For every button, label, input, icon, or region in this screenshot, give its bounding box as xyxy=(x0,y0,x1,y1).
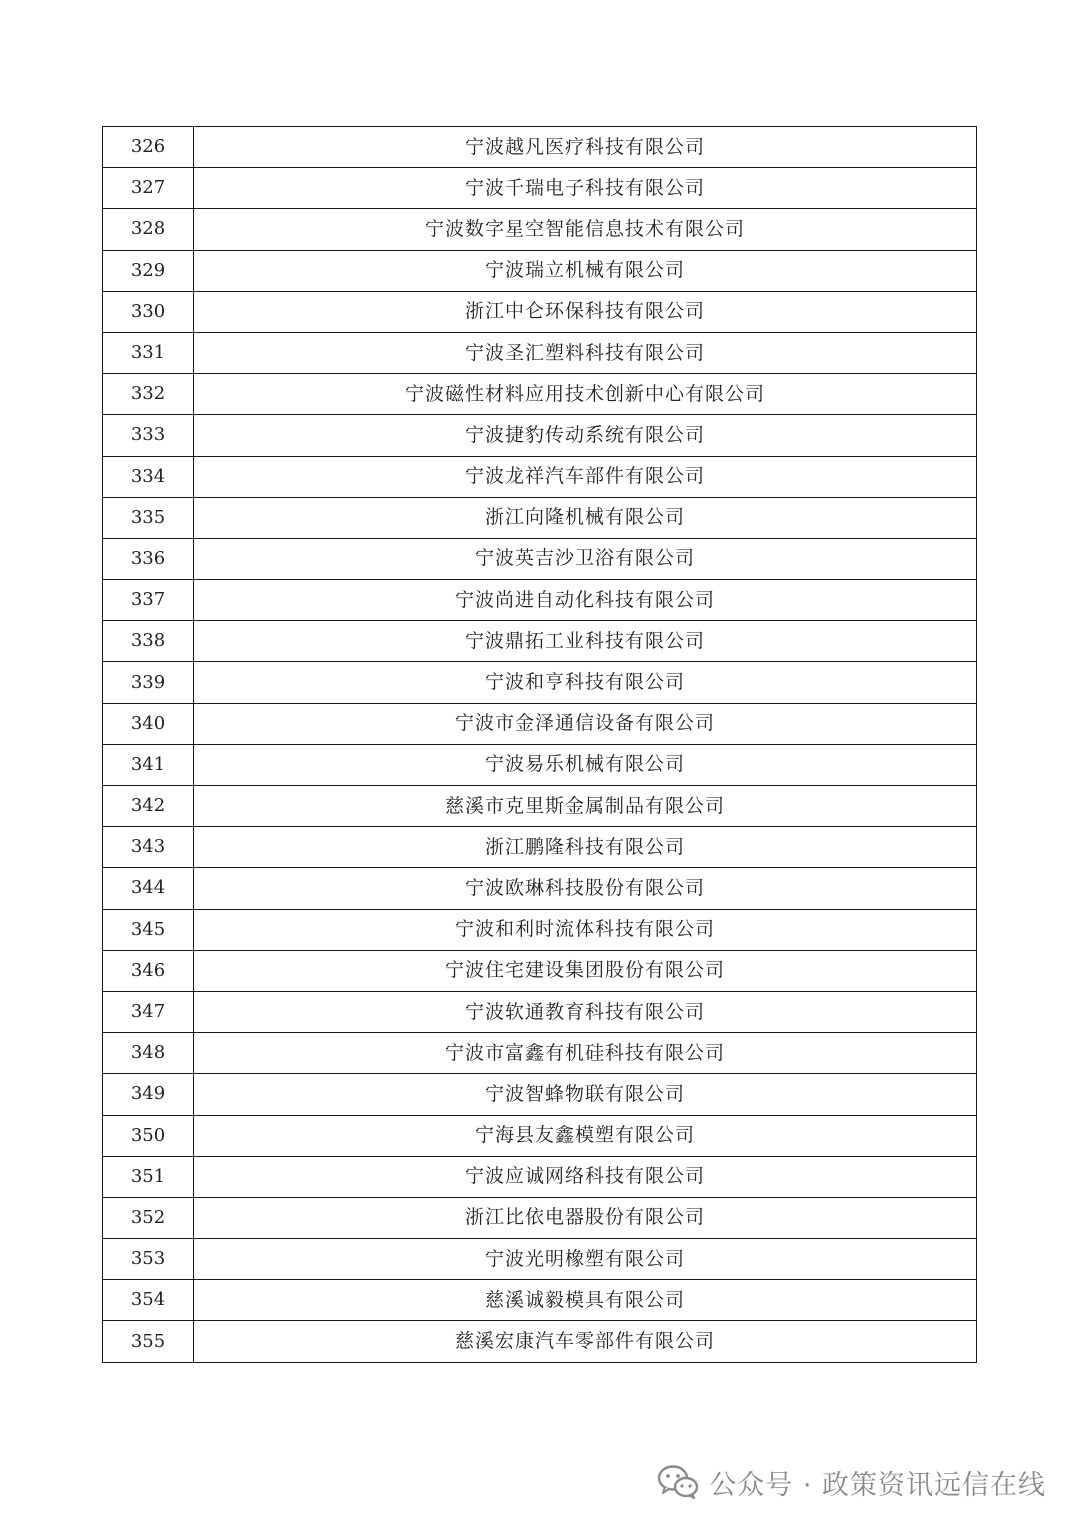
table-row xyxy=(103,291,977,332)
row-number: 339 xyxy=(103,662,194,703)
row-number: 348 xyxy=(103,1033,194,1074)
company-name: 宁波越凡医疗科技有限公司 xyxy=(194,127,977,168)
table-row xyxy=(103,127,977,168)
row-number: 328 xyxy=(103,209,194,250)
table-row xyxy=(103,538,977,579)
row-number: 334 xyxy=(103,456,194,497)
company-name: 浙江比依电器股份有限公司 xyxy=(194,1197,977,1238)
table-row xyxy=(103,1115,977,1156)
company-name: 宁波尚进自动化科技有限公司 xyxy=(194,580,977,621)
table-row xyxy=(103,1156,977,1197)
row-number: 326 xyxy=(103,127,194,168)
company-name: 宁波磁性材料应用技术创新中心有限公司 xyxy=(194,374,977,415)
table-row xyxy=(103,950,977,991)
company-name: 慈溪市克里斯金属制品有限公司 xyxy=(194,786,977,827)
wechat-icon xyxy=(657,1464,699,1500)
company-name: 宁波住宅建设集团股份有限公司 xyxy=(194,950,977,991)
row-number: 350 xyxy=(103,1115,194,1156)
row-number: 337 xyxy=(103,580,194,621)
table-row xyxy=(103,168,977,209)
company-name: 宁波千瑞电子科技有限公司 xyxy=(194,168,977,209)
company-name: 宁海县友鑫模塑有限公司 xyxy=(194,1115,977,1156)
table-row xyxy=(103,1197,977,1238)
row-number: 340 xyxy=(103,703,194,744)
company-name: 浙江向隆机械有限公司 xyxy=(194,497,977,538)
row-number: 342 xyxy=(103,786,194,827)
row-number: 341 xyxy=(103,744,194,785)
company-name: 宁波龙祥汽车部件有限公司 xyxy=(194,456,977,497)
company-name: 宁波英吉沙卫浴有限公司 xyxy=(194,538,977,579)
company-name: 慈溪宏康汽车零部件有限公司 xyxy=(194,1321,977,1362)
company-name: 宁波应诚网络科技有限公司 xyxy=(194,1156,977,1197)
table-row xyxy=(103,662,977,703)
company-name: 宁波市富鑫有机硅科技有限公司 xyxy=(194,1033,977,1074)
company-name: 浙江中仑环保科技有限公司 xyxy=(194,291,977,332)
row-number: 355 xyxy=(103,1321,194,1362)
table-row xyxy=(103,786,977,827)
company-name: 宁波和亨科技有限公司 xyxy=(194,662,977,703)
company-name: 宁波数字星空智能信息技术有限公司 xyxy=(194,209,977,250)
table-row xyxy=(103,1074,977,1115)
table-row xyxy=(103,909,977,950)
table-row xyxy=(103,744,977,785)
company-name: 宁波市金泽通信设备有限公司 xyxy=(194,703,977,744)
row-number: 343 xyxy=(103,827,194,868)
table-row xyxy=(103,497,977,538)
company-name: 宁波鼎拓工业科技有限公司 xyxy=(194,621,977,662)
row-number: 338 xyxy=(103,621,194,662)
company-name: 宁波捷豹传动系统有限公司 xyxy=(194,415,977,456)
company-name: 宁波易乐机械有限公司 xyxy=(194,744,977,785)
table-row xyxy=(103,332,977,373)
company-list-table xyxy=(102,126,977,1363)
company-name: 宁波智蜂物联有限公司 xyxy=(194,1074,977,1115)
table-row xyxy=(103,580,977,621)
row-number: 332 xyxy=(103,374,194,415)
row-number: 346 xyxy=(103,950,194,991)
row-number: 345 xyxy=(103,909,194,950)
company-name: 宁波欧琳科技股份有限公司 xyxy=(194,868,977,909)
row-number: 331 xyxy=(103,332,194,373)
row-number: 336 xyxy=(103,538,194,579)
company-name: 宁波瑞立机械有限公司 xyxy=(194,250,977,291)
row-number: 349 xyxy=(103,1074,194,1115)
table-row xyxy=(103,415,977,456)
watermark-text: 公众号 · 政策资讯远信在线 xyxy=(709,1469,1046,1501)
row-number: 351 xyxy=(103,1156,194,1197)
table-row xyxy=(103,1239,977,1280)
row-number: 344 xyxy=(103,868,194,909)
company-name: 浙江鹏隆科技有限公司 xyxy=(194,827,977,868)
table-row xyxy=(103,703,977,744)
table-row xyxy=(103,827,977,868)
company-name: 宁波光明橡塑有限公司 xyxy=(194,1239,977,1280)
table-row xyxy=(103,621,977,662)
row-number: 327 xyxy=(103,168,194,209)
row-number: 330 xyxy=(103,291,194,332)
row-number: 335 xyxy=(103,497,194,538)
table-row xyxy=(103,868,977,909)
company-name: 宁波软通教育科技有限公司 xyxy=(194,991,977,1032)
company-name: 宁波和利时流体科技有限公司 xyxy=(194,909,977,950)
row-number: 353 xyxy=(103,1239,194,1280)
table-row xyxy=(103,456,977,497)
watermark xyxy=(657,1460,1046,1504)
table-row xyxy=(103,1321,977,1362)
row-number: 347 xyxy=(103,991,194,1032)
company-name: 宁波圣汇塑料科技有限公司 xyxy=(194,332,977,373)
row-number: 329 xyxy=(103,250,194,291)
row-number: 354 xyxy=(103,1280,194,1321)
table-row xyxy=(103,209,977,250)
company-name: 慈溪诚毅模具有限公司 xyxy=(194,1280,977,1321)
row-number: 352 xyxy=(103,1197,194,1238)
table-row xyxy=(103,250,977,291)
table-body xyxy=(103,127,977,1363)
row-number: 333 xyxy=(103,415,194,456)
table-row xyxy=(103,1280,977,1321)
table-row xyxy=(103,991,977,1032)
table-row xyxy=(103,374,977,415)
table-row xyxy=(103,1033,977,1074)
